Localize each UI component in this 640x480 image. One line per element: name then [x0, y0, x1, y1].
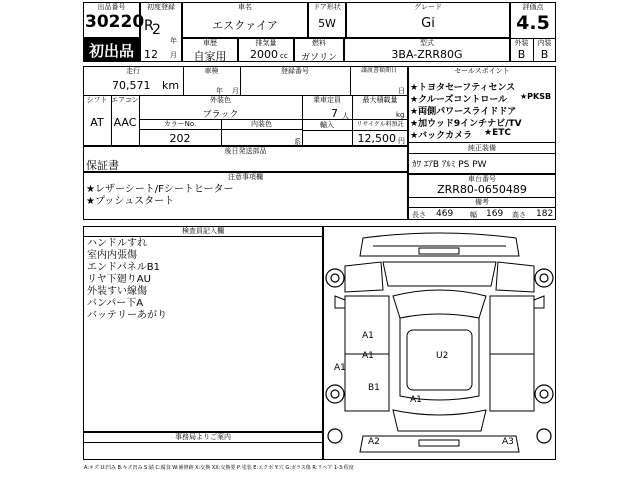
mileage: 70,571 [112, 79, 151, 92]
options: ｶﾜ ｴｱB ｱﾙﾐ PS PW [412, 160, 487, 170]
shift: AT [90, 116, 104, 129]
first-reg-era: R [144, 18, 154, 34]
inspection-year-unit: 年 [216, 87, 223, 95]
sales-point-5: ★バックカメラ [410, 131, 473, 141]
exterior-color-header: 外装色 [210, 96, 231, 104]
interior-score-header: 内装 [537, 39, 552, 47]
first-reg-year-unit: 年 [170, 37, 177, 45]
mileage-unit: km [162, 79, 180, 92]
grade-header: グレード [414, 3, 442, 11]
capacity: 7 [331, 107, 338, 120]
sales-point-1: ★トヨタセーフティセンス [410, 83, 516, 93]
height: 182 [536, 209, 554, 219]
model-name-header: 車名 [238, 3, 252, 11]
fuel: ガソリン [300, 53, 337, 63]
first-reg-header: 初度登録 [147, 3, 175, 11]
load-unit: kg [396, 111, 405, 119]
options-header: 純正装備 [468, 144, 496, 152]
damage-mark: A1 [362, 351, 374, 361]
displacement: 2000 [250, 48, 278, 61]
sale-date-day-unit: 日 [398, 87, 405, 95]
length-label: 長さ [412, 211, 426, 219]
overall-score: 4.5 [516, 12, 550, 34]
color-code: 202 [169, 132, 191, 145]
recycle-header: リサイクル料預託 [356, 121, 404, 128]
inspection-month-unit: 月 [232, 87, 239, 95]
recycle-unit: 円 [398, 137, 405, 145]
sales-point-extra-2: ★ETC [484, 128, 511, 138]
grade: Gi [421, 16, 435, 31]
sales-point-2: ★クルーズコントロール [410, 95, 508, 105]
first-reg-month-unit: 月 [170, 51, 177, 59]
door-type: 5W [318, 17, 336, 30]
inspection-note: バンパー下A [87, 298, 144, 309]
auction-sheet: 出品番号 30220 初出品 初度登録 R 2 年 12 月 車名 エスクァイア ドア形状 5W グレード Gi 評価点 4.5 外装 内装 B B 車歴 自家用 排気量 2000 cc 燃料 ガソリン 型式 3BA-ZRR80G 走行 70,571 km 車検 年 月 登録番号 譲渡書類期日 日 シフト AT エアコン AAC 外装色 ブラック カラーNo. 内装色 202 系 乗車定員 7 人 最大積載量 kg 輸入 リサイクル料預託 12,500 円 後日発送部品 保証書 セールスポイント ★トヨタセーフティセンス ★クルーズコントロール ★PKSB ★両側パワースライドドア ★加ウッド9インチナビ/TV ★バックカメラ ★ETC 純正装備 ｶﾜ ｴｱB ｱﾙﾐ PS PW 注意事項欄 ★レザーシート/Fシートヒーター ★プッシュスタート 車台番号 ZRR80-0650489 備考 長さ 469 幅 169 高さ 182 検査員記入欄 ハンドルすれ 室内内張傷 エンドパネルB1 リヤ下廻りAU 外装すい線傷 バンパー下A バッテリーあがり 事務局よりご案内 A1 A1 A1 U2 B1 A1 A2 A3 A:キズ U:凹み B:キズ凹み S:錆 C:腐食 W:補修跡 X:交換 XX:交換要 P:塗装 E:エクボ Y:穴 G:ガラス傷 R:リペア 1-3:程度 [0, 0, 640, 480]
shift-header: シフト [86, 96, 108, 104]
interior-score: B [540, 48, 549, 61]
capacity-header: 乗車定員 [313, 96, 341, 104]
inspector-header: 検査員記入欄 [182, 227, 224, 235]
size-header: 備考 [475, 198, 489, 206]
sales-point-4: ★加ウッド9インチナビ/TV [410, 119, 522, 129]
legend: A:キズ U:凹み B:キズ凹み S:錆 C:腐食 W:補修跡 X:交換 XX:交換要 P:塗装 E:エクボ Y:穴 G:ガラス傷 R:リペア 1-3:程度 [84, 465, 354, 471]
exterior-color: ブラック [202, 110, 239, 120]
lot-number: 30220 [85, 12, 145, 32]
ac: AAC [113, 116, 137, 129]
recycle-fee: 12,500 [357, 132, 396, 145]
chassis-number: ZRR80-0650489 [437, 183, 527, 196]
width: 169 [486, 209, 504, 219]
notes-header: 注意事項欄 [228, 173, 263, 181]
sales-point-extra-1: ★PKSB [520, 92, 552, 101]
sales-point-3: ★両側パワースライドドア [410, 107, 517, 117]
inspection-note: 室内内張傷 [87, 250, 137, 261]
model-name: エスクァイア [212, 19, 278, 32]
accessories: 保証書 [86, 159, 119, 172]
displacement-unit: cc [280, 52, 288, 60]
damage-mark: U2 [436, 351, 449, 361]
score-header: 評価点 [522, 3, 544, 11]
height-label: 高さ [512, 211, 526, 219]
office-header: 事務局よりご案内 [175, 433, 231, 441]
damage-mark: B1 [368, 383, 380, 393]
load-header: 最大積載量 [362, 96, 398, 104]
lot-number-header: 出品番号 [97, 3, 126, 11]
damage-mark: A1 [334, 363, 346, 373]
inspection-note: ハンドルすれ [87, 238, 147, 249]
displacement-header: 排気量 [255, 39, 277, 47]
inspection-header: 車検 [204, 67, 219, 75]
first-reg-year: 2 [152, 22, 161, 38]
interior-color-header: 内装色 [251, 120, 272, 128]
model-code-header: 型式 [420, 39, 434, 47]
damage-mark: A1 [410, 395, 422, 405]
damage-mark: A2 [368, 437, 380, 447]
accessories-header: 後日発送部品 [224, 147, 267, 155]
usage-header: 車歴 [203, 39, 217, 47]
fuel-header: 燃料 [312, 39, 326, 47]
note-item: ★レザーシート/Fシートヒーター [86, 184, 234, 195]
width-label: 幅 [470, 211, 477, 219]
damage-mark: A1 [362, 331, 374, 341]
chassis-header: 車台番号 [468, 175, 496, 183]
exterior-score: B [517, 48, 526, 61]
first-listing-badge: 初出品 [88, 42, 134, 60]
reg-number-header: 登録番号 [281, 67, 309, 75]
mileage-header: 走行 [126, 67, 140, 75]
length: 469 [436, 209, 454, 219]
sale-date-header: 譲渡書類期日 [360, 67, 397, 74]
inspection-note: エンドパネルB1 [87, 262, 161, 273]
first-reg-month: 12 [144, 48, 158, 61]
usage: 自家用 [193, 50, 227, 63]
sales-points-header: セールスポイント [454, 67, 510, 75]
ac-header: エアコン [111, 96, 139, 104]
inspection-note: リヤ下廻りAU [87, 274, 151, 285]
capacity-unit: 人 [342, 112, 349, 120]
import-label: 輸入 [320, 121, 334, 129]
door-type-header: ドア形状 [313, 3, 341, 11]
color-code-header: カラーNo. [163, 120, 197, 128]
inspection-note: 外装すい線傷 [87, 286, 147, 297]
model-code: 3BA-ZRR80G [391, 48, 463, 61]
car-diagram [323, 226, 556, 460]
inspection-note: バッテリーあがり [87, 310, 167, 321]
exterior-score-header: 外装 [514, 39, 529, 47]
note-item: ★プッシュスタート [86, 196, 175, 207]
damage-mark: A3 [502, 437, 514, 447]
